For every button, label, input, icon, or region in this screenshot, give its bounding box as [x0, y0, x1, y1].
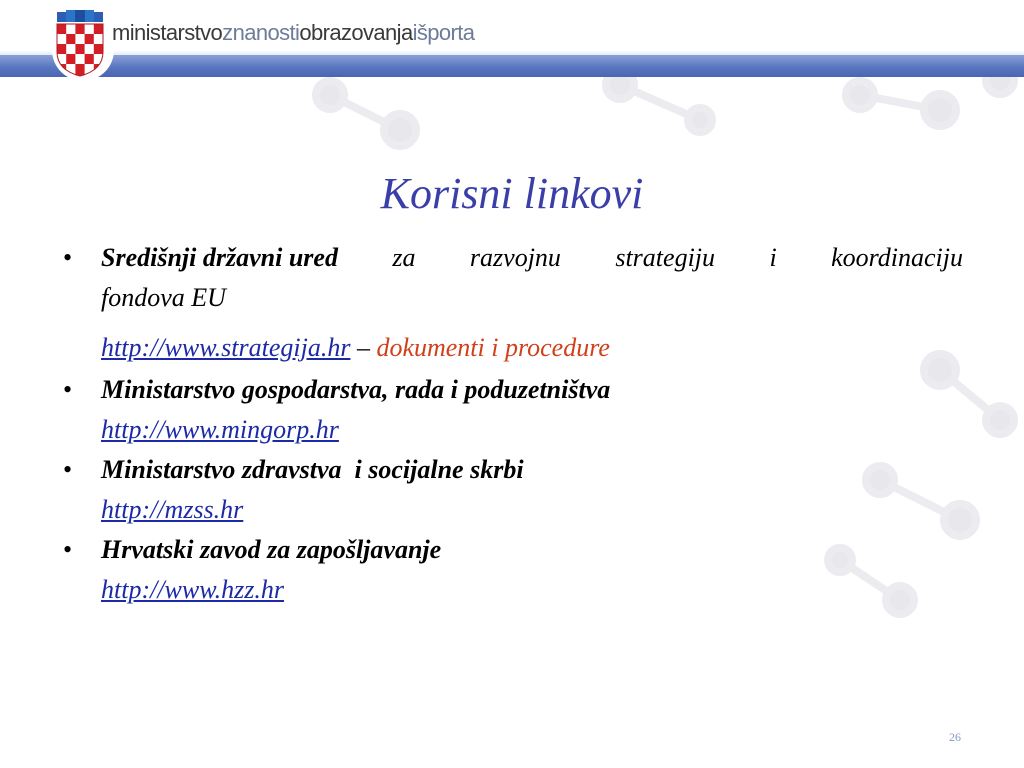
- item-link-line: [101, 410, 963, 450]
- hzz-link[interactable]: http://www.hzz.hr: [101, 575, 285, 604]
- item-word: za: [392, 243, 416, 272]
- item-continuation: fondova EU: [101, 283, 226, 312]
- item-link-line: [101, 570, 963, 610]
- bullet: •: [63, 243, 73, 272]
- mingorp-link[interactable]: http://www.mingorp.hr: [101, 415, 339, 444]
- dash-separator: –: [350, 333, 377, 362]
- ministry-name-part4: išporta: [412, 20, 475, 45]
- header-band: [0, 55, 1024, 77]
- bullet: •: [63, 455, 73, 484]
- list-item: [63, 370, 963, 450]
- list-item: [63, 530, 963, 610]
- item-word: razvojnu: [469, 243, 561, 272]
- ministry-name-part3: obrazovanja: [299, 20, 413, 45]
- list-item: [63, 238, 963, 370]
- strategija-link[interactable]: http://www.strategija.hr: [101, 333, 351, 362]
- item-note: dokumenti i procedure: [376, 333, 610, 362]
- item-word: i: [769, 243, 777, 272]
- link-list: [63, 238, 963, 610]
- item-word: strategiju: [615, 243, 716, 272]
- item-link-line: [101, 490, 963, 530]
- item-heading: Središnji državni ured: [101, 243, 338, 272]
- page-number: 26: [949, 730, 961, 744]
- item-link-line: [101, 326, 963, 370]
- item-heading: Ministarstvo gospodarstva, rada i poduzetništva: [101, 375, 611, 404]
- ministry-name-part1: ministarstvo: [112, 20, 223, 45]
- ministry-name: [112, 18, 474, 48]
- item-word: koordinaciju: [831, 243, 963, 272]
- ministry-name-part2: znanosti: [222, 20, 300, 45]
- item-heading: Hrvatski zavod za zapošljavanje: [101, 535, 442, 564]
- croatian-coat-of-arms-logo: [55, 10, 105, 78]
- item-heading: Ministarstvo zdravstva i socijalne skrbi: [101, 455, 524, 484]
- bullet: •: [63, 375, 73, 404]
- list-item: [63, 450, 963, 530]
- bullet: •: [63, 535, 73, 564]
- slide-title: Korisni linkovi: [380, 169, 644, 218]
- mzss-link[interactable]: http://mzss.hr: [101, 495, 244, 524]
- item-first-line: [101, 238, 963, 278]
